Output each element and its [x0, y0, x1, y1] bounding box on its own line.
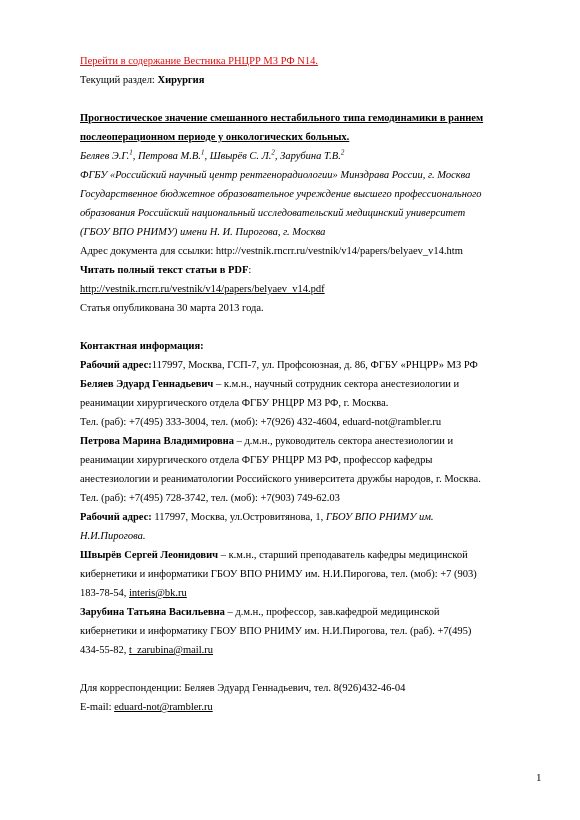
work-address-2: Рабочий адрес: 117997, Москва, ул.Островитянова, 1, ГБОУ ВПО РНИМУ им.: [80, 512, 434, 523]
section-value: Хирургия: [157, 75, 205, 86]
contact-petrova-line-3: анестезиологии и реаниматологии Российского университета дружбы народов, г. Москва.: [80, 474, 481, 485]
published-date: Статья опубликована 30 марта 2013 года.: [80, 303, 264, 314]
correspondence-email: E-mail: eduard-not@rambler.ru: [80, 702, 213, 713]
correspondence-email-link[interactable]: eduard-not@rambler.ru: [114, 702, 213, 713]
pdf-heading: Читать полный текст статьи в PDF:: [80, 265, 252, 276]
contact-zarubina-line-3: 434-55-82, t_zarubina@mail.ru: [80, 645, 214, 656]
shvyrev-email-link[interactable]: interis@bk.ru: [129, 588, 187, 599]
zarubina-email-link[interactable]: t_zarubina@mail.ru: [129, 645, 214, 656]
contacts-heading: Контактная информация:: [80, 341, 204, 352]
affiliation-line-4: (ГБОУ ВПО РНИМУ) имени Н. И. Пирогова, г. Москва: [80, 227, 326, 238]
article-title-line-2: послеоперационном периоде у онкологических больных.: [80, 132, 350, 143]
contact-shvyrev-line-2: кибернетики и информатики ГБОУ ВПО РНИМУ им. Н.И.Пирогова, тел. (моб): +7 (903): [80, 569, 477, 580]
article-title-line-1: Прогностическое значение смешанного нестабильного типа гемодинамики в раннем: [80, 113, 484, 124]
contact-petrova-phones: Тел. (раб): +7(495) 728-3742, тел. (моб): +7(903) 749-62.03: [80, 493, 340, 504]
reference-address: Адрес документа для ссылки: http://vestnik.rncrr.ru/vestnik/v14/papers/belyaev_v14.htm: [80, 246, 463, 257]
contact-belyaev-line-2: реанимации хирургического отдела ФГБУ РНЦРР МЗ РФ, г. Москва.: [80, 398, 389, 409]
contact-zarubina: Зарубина Татьяна Васильевна – д.м.н., профессор, зав.кафедрой медицинской: [80, 607, 440, 618]
contact-belyaev-phones: Тел. (раб): +7(495) 333-3004, тел. (моб): +7(926) 432-4604, eduard-not@rambler.ru: [80, 417, 442, 428]
correspondence-line: Для корреспонденции: Беляев Эдуард Геннадьевич, тел. 8(926)432-46-04: [80, 683, 406, 694]
work-address-1: Рабочий адрес:117997, Москва, ГСП-7, ул. Профсоюзная, д. 86, ФГБУ «РНЦРР» МЗ РФ: [80, 360, 478, 371]
authors: Беляев Э.Г.$^1$, Петрова М.В.$^1$, Швырёв С. Л.$^2$, Зарубина Т.В.$^2$: [80, 148, 345, 162]
contact-petrova-line-2: реанимации хирургического отдела ФГБУ РНЦРР МЗ РФ, профессор кафедры: [80, 455, 433, 466]
reference-url: http://vestnik.rncrr.ru/vestnik/v14/papers/belyaev_v14.htm: [215, 246, 463, 257]
journal-contents-link[interactable]: Перейти в содержание Вестника РНЦРР МЗ РФ N14.: [80, 56, 318, 67]
page-number: 1: [536, 772, 542, 784]
contact-belyaev: Беляев Эдуард Геннадьевич – к.м.н., научный сотрудник сектора анестезиологии и: [80, 379, 460, 390]
document-page: [80, 52, 540, 717]
pdf-link[interactable]: http://vestnik.rncrr.ru/vestnik/v14/papers/belyaev_v14.pdf: [80, 284, 325, 295]
contact-shvyrev: Швырёв Сергей Леонидович – к.м.н., старший преподаватель кафедры медицинской: [80, 550, 468, 561]
contact-zarubina-line-2: кибернетики и информатику ГБОУ ВПО РНИМУ им. Н.И.Пирогова, тел. (раб). +7(495): [80, 626, 472, 637]
contact-shvyrev-line-3: 183-78-54, interis@bk.ru: [80, 588, 187, 599]
affiliation-line-3: образования Российский национальный исследовательский медицинский университет: [80, 208, 466, 219]
affiliation-line-2: Государственное бюджетное образовательное учреждение высшего профессионального: [80, 189, 482, 200]
contact-petrova: Петрова Марина Владимировна – д.м.н., руководитель сектора анестезиологии и: [80, 436, 454, 447]
affiliation-line-1: ФГБУ «Российский научный центр рентгенорадиологии» Минздрава России, г. Москва: [80, 170, 471, 181]
current-section: Текущий раздел: Хирургия: [80, 75, 205, 86]
work-address-2-line-2: Н.И.Пирогова.: [80, 531, 146, 542]
